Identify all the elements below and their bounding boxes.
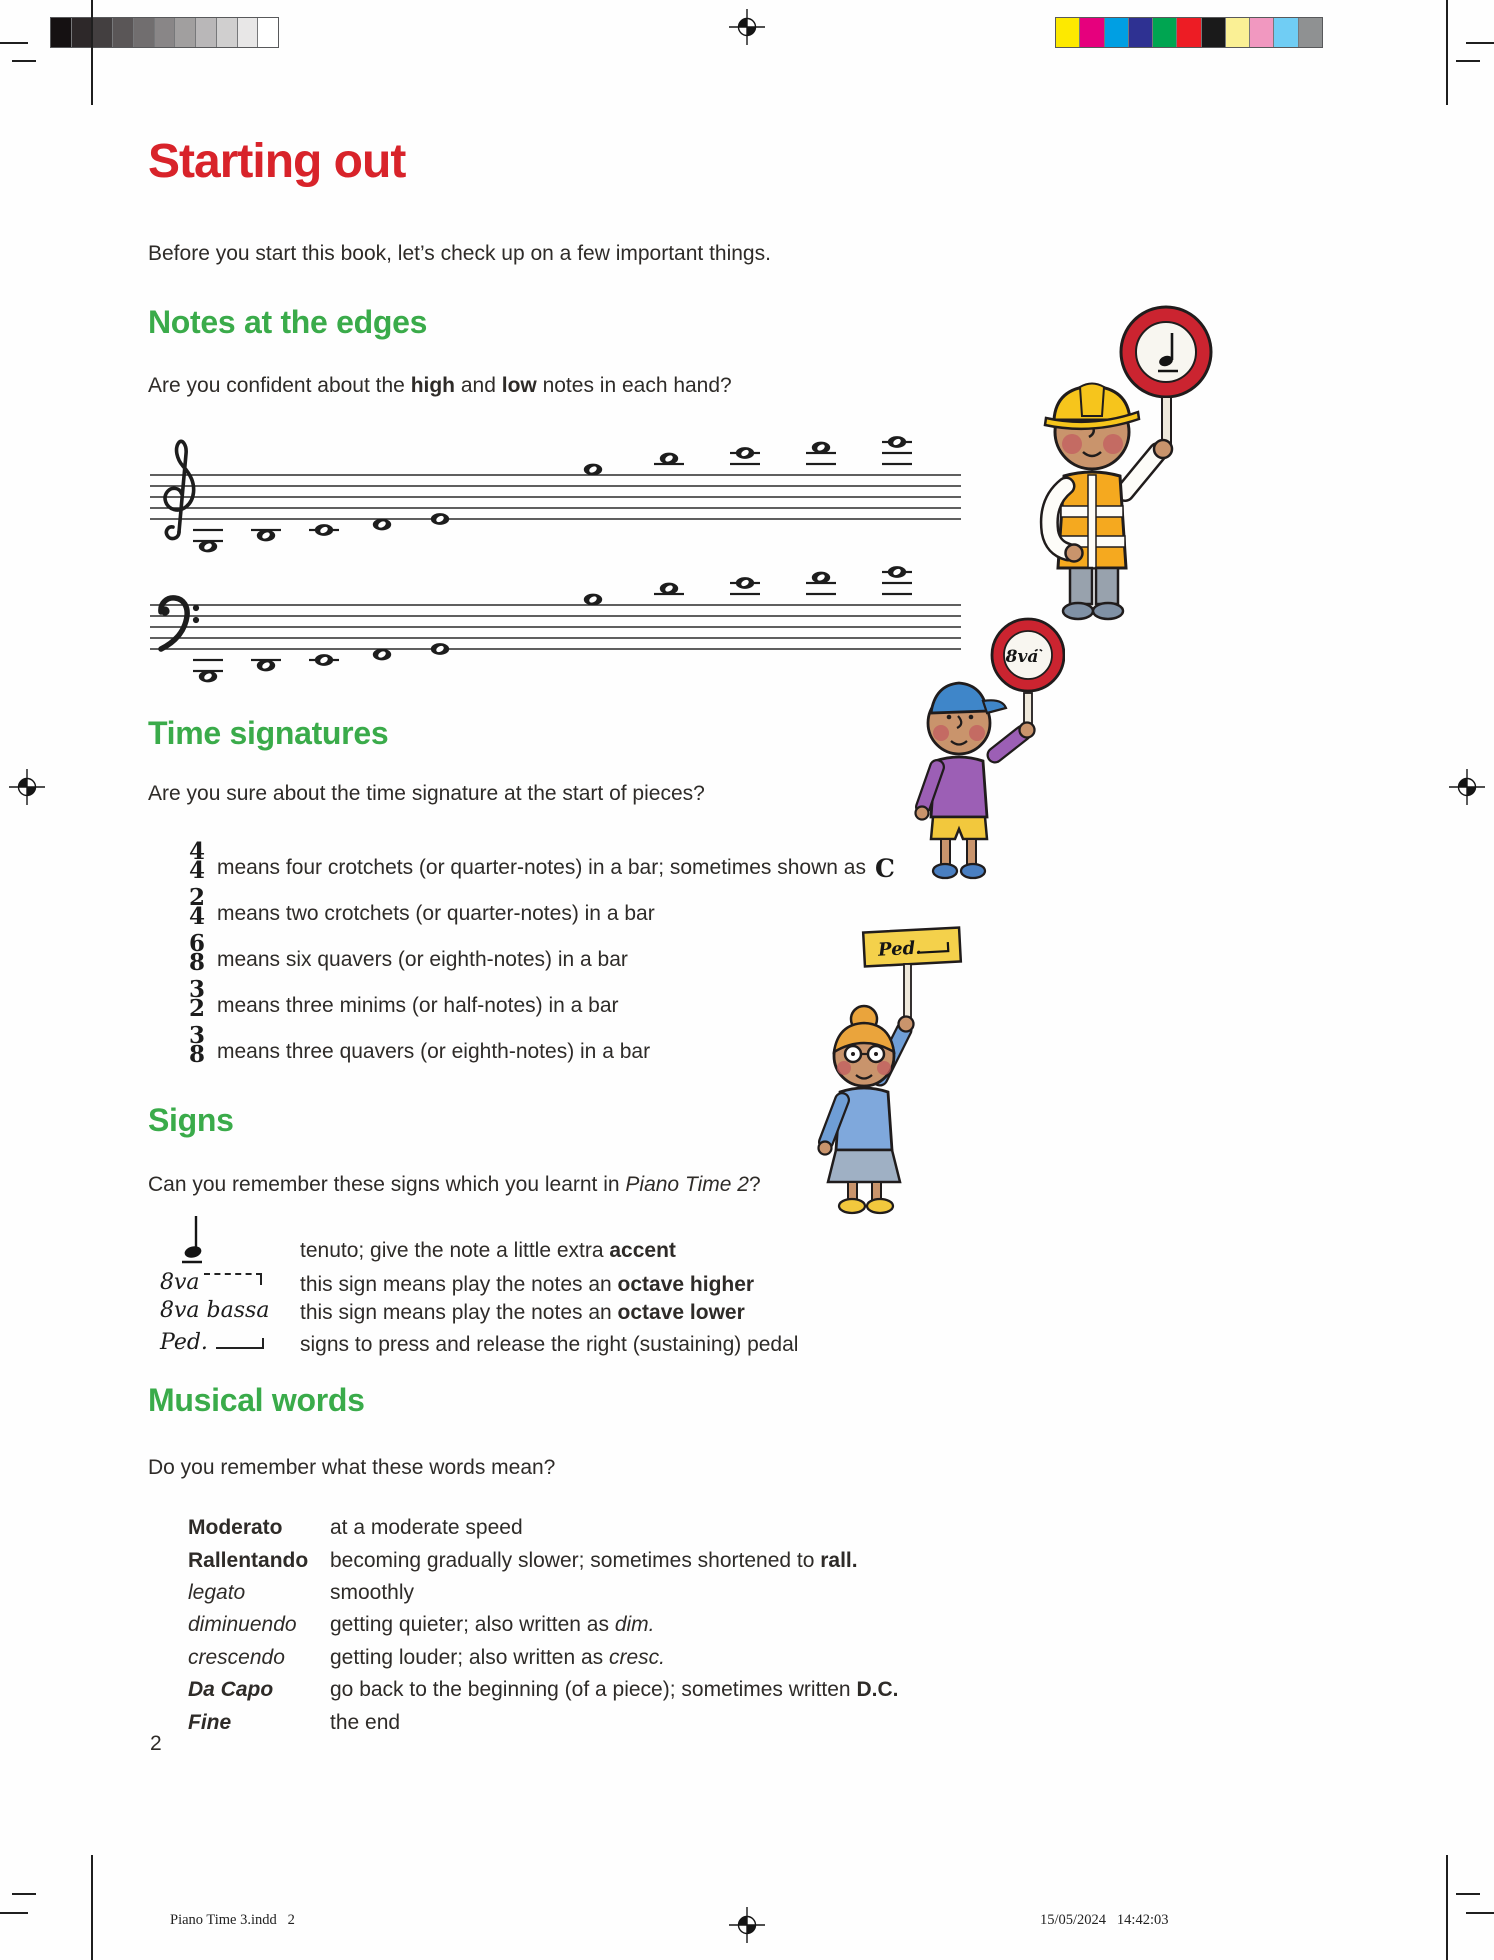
word-row: crescendo getting louder; also written as cresc.	[188, 1645, 666, 1669]
raised-arm	[1125, 440, 1172, 492]
svg-text:Ped.: Ped.	[877, 937, 922, 961]
registration-mark-icon	[9, 769, 45, 805]
color-swatch	[1056, 18, 1080, 47]
time-signature-6-8: 6 8	[188, 930, 205, 976]
time-signature-2-4: 2 4	[188, 884, 205, 930]
raised-arm	[995, 723, 1035, 756]
color-swatch	[1105, 18, 1129, 47]
color-swatch	[1080, 18, 1104, 47]
staff-lines	[150, 475, 961, 519]
skirt	[828, 1150, 900, 1182]
grayscale-calibration-bar	[50, 17, 279, 48]
legs-and-shoes	[1063, 568, 1123, 619]
time-signature-list	[185, 837, 895, 1067]
word-row: Fine the end	[188, 1710, 401, 1734]
color-swatch	[72, 18, 93, 47]
page-title: Starting out	[148, 135, 406, 188]
crop-mark	[91, 1855, 93, 1960]
notes-edges-question: Are you confident about the high and low notes in each hand?	[148, 374, 732, 397]
section-heading-notes-edges: Notes at the edges	[148, 304, 428, 340]
color-swatch	[1177, 18, 1201, 47]
color-swatch	[217, 18, 238, 47]
pedal-sign-icon	[863, 928, 961, 967]
signs-question: Can you remember these signs which you learnt in Piano Time 2?	[148, 1173, 761, 1196]
crop-mark	[1456, 60, 1480, 62]
staff-lines	[150, 605, 961, 649]
cap-icon	[931, 683, 987, 713]
crop-mark	[1466, 1912, 1494, 1914]
musical-words-list	[188, 1512, 1168, 1739]
color-swatch	[238, 18, 259, 47]
tenuto-note-icon	[180, 1212, 210, 1270]
treble-staff	[148, 420, 963, 560]
registration-mark-icon	[729, 1907, 765, 1943]
section-heading-time-signatures: Time signatures	[148, 715, 389, 751]
footer-timestamp: 15/05/2024 14:42:03	[1040, 1912, 1169, 1928]
high-notes	[584, 436, 912, 475]
illustration-boy-with-note-sign	[1020, 300, 1220, 630]
high-notes	[584, 566, 912, 605]
8va-sign-icon	[992, 619, 1064, 735]
color-swatch	[1226, 18, 1250, 47]
section-heading-musical-words: Musical words	[148, 1382, 365, 1418]
crop-mark	[1456, 1893, 1480, 1895]
color-swatch	[196, 18, 217, 47]
octave-lower-sign: 8va bassa	[160, 1298, 270, 1323]
section-heading-signs: Signs	[148, 1102, 234, 1138]
note-sign-icon	[1121, 307, 1211, 449]
word-row: Da Capo go back to the beginning (of a piece); sometimes written D.C.	[188, 1678, 899, 1702]
color-swatch	[1250, 18, 1274, 47]
octave-dashed-line-icon	[204, 1273, 262, 1285]
sign-description: this sign means play the notes an octave lower	[300, 1301, 745, 1324]
color-swatch	[258, 18, 278, 47]
color-swatch	[92, 18, 113, 47]
head	[928, 683, 1006, 754]
time-signature-row: 2 4 means two crotchets (or quarter-notes) in a bar	[185, 883, 895, 929]
svg-text:8va: 8va	[1005, 647, 1039, 667]
color-swatch	[1202, 18, 1226, 47]
crop-mark	[91, 0, 93, 105]
color-swatch	[51, 18, 72, 47]
crop-mark	[12, 60, 36, 62]
word-row: Moderato at a moderate speed	[188, 1516, 523, 1540]
color-swatch	[1299, 18, 1322, 47]
footer-filename: Piano Time 3.indd 2	[170, 1912, 295, 1928]
illustration-person-with-pedal-sign	[800, 920, 980, 1215]
crop-mark	[1446, 1855, 1448, 1960]
color-swatch	[1274, 18, 1298, 47]
time-signatures-question: Are you sure about the time signature at the start of pieces?	[148, 782, 705, 805]
crop-mark	[1466, 42, 1494, 44]
head	[834, 1006, 894, 1086]
bass-staff	[148, 550, 963, 690]
sign-description: this sign means play the notes an octave higher	[300, 1273, 755, 1296]
shorts	[931, 817, 987, 839]
color-swatch	[175, 18, 196, 47]
treble-clef-icon	[165, 441, 194, 538]
color-swatch	[155, 18, 176, 47]
color-swatch	[1129, 18, 1153, 47]
crop-mark	[0, 42, 28, 44]
crop-mark	[1446, 0, 1448, 105]
time-signature-row: 3 2 means three minims (or half-notes) in a bar	[185, 975, 895, 1021]
body	[819, 1088, 901, 1182]
color-calibration-bar	[1055, 17, 1323, 48]
time-signature-row: 6 8 means six quavers (or eighth-notes) in a bar	[185, 929, 895, 975]
page-number: 2	[150, 1732, 162, 1755]
word-row: diminuendo getting quieter; also written as dim.	[188, 1613, 655, 1637]
registration-mark-icon	[1449, 769, 1485, 805]
sign-description: tenuto; give the note a little extra accent	[300, 1239, 676, 1262]
legs-and-shoes	[839, 1182, 893, 1213]
color-swatch	[134, 18, 155, 47]
color-swatch	[1153, 18, 1177, 47]
crop-mark	[0, 1912, 28, 1914]
color-swatch	[113, 18, 134, 47]
pedal-line-icon	[216, 1338, 264, 1349]
time-signature-3-2: 3 2	[188, 976, 205, 1022]
musical-words-question: Do you remember what these words mean?	[148, 1456, 556, 1479]
pedal-sign: Ped.	[160, 1330, 264, 1355]
body	[916, 757, 988, 839]
registration-mark-icon	[729, 9, 765, 45]
time-signature-4-4: 4 4	[188, 838, 205, 884]
common-time-symbol: C	[874, 854, 895, 883]
octave-higher-sign: 8va	[160, 1270, 262, 1295]
time-signature-3-8: 3 8	[188, 1022, 205, 1068]
sign-description: signs to press and release the right (sustaining) pedal	[300, 1333, 799, 1356]
time-signature-row: 3 8 means three quavers (or eighth-notes) in a bar	[185, 1021, 895, 1067]
time-signature-row: 4 4 means four crotchets (or quarter-notes) in a bar; sometimes shown as C	[185, 837, 895, 883]
crop-mark	[12, 1893, 36, 1895]
head	[1045, 384, 1139, 470]
intro-text: Before you start this book, let’s check up on a few important things.	[148, 242, 771, 265]
word-row: legato smoothly	[188, 1580, 415, 1604]
word-row: Rallentando becoming gradually slower; sometimes shortened to rall.	[188, 1548, 858, 1572]
illustration-girl-with-8va-sign	[895, 615, 1065, 885]
legs-and-shoes	[933, 839, 985, 878]
